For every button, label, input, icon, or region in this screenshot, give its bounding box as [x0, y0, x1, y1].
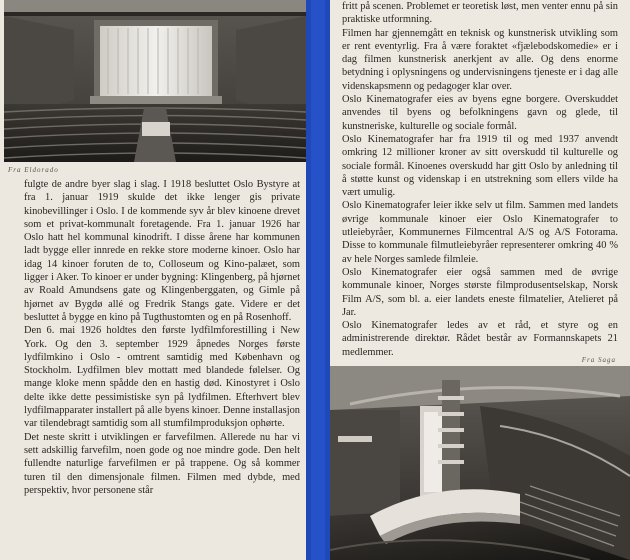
eldorado-auditorium-photo: [4, 0, 306, 162]
right-column-text: [342, 0, 618, 359]
book-spine: [306, 0, 330, 560]
left-column-text: [24, 178, 300, 497]
paragraph: Oslo Kinematografer eies av byens egne borgere. Overskuddet anvendes til byens og befolkningens gavn og glede, til kunstneriske, kulturelle og sociale formål.: [342, 94, 618, 132]
eldorado-photo-caption: Fra Eldorado: [8, 166, 59, 174]
paragraph: Oslo Kinematografer leier ikke selv ut film. Sammen med landets øvrige kommunale kinoer eier Oslo Kinematografer to utleiebyråer, Kommunernes Filmcentral A/S og A/S Fotorama. Disse to kommunale filmutleiebyråer representerer omkring 40 % av hele Norges samlede filmleie.: [342, 200, 618, 265]
paragraph: fulgte de andre byer slag i slag. I 1918 besluttet Oslo Bystyre at fra 1. januar 1919 skulde det ikke lenger gis private kinobevillinger i Oslo. I de kommende syv år blev kinoene drevet som et privat-kommunalt foretagende. Fra 1. januar 1926 har Oslo hatt hel kommunal kinodrift. I disse årene har kommunen ladt bygge eller innrede en rekke store moderne kinoer. Oslo har idag 14 kinoer foruten de to, Colloseum og Kino-palæet, som ligger i Aker. To kinoer er under bygning: Klingenberg, på hjørnet av Roald Amundsens gate og Klingenberggaten, og Gimle på hjørnet av Bygdø allé og Fredrik Stangs gate. Videre er det besluttet å bygge en kino på Tugthustomten og en på Rosenhoff.: [24, 179, 300, 323]
paragraph: Oslo Kinematografer har fra 1919 til og med 1937 anvendt omkring 12 millioner kroner av sitt overskudd til kulturelle og sociale formål. Kinoenes overskudd har gitt Oslo by anledning til å støtte kunst og videnskap i en utstrekning som ellers vilde ha vært umulig.: [342, 133, 618, 199]
paragraph: fritt på scenen. Problemet er teoretisk løst, men venter ennu på sin praktiske utformning.: [342, 1, 618, 26]
paragraph: Oslo Kinematografer ledes av et råd, et styre og en administrerende direktør. Rådet består av Formannskapets 21 medlemmer.: [342, 320, 618, 358]
saga-foyer-photo: [330, 366, 630, 560]
saga-photo-caption: Fra Saga: [581, 356, 616, 364]
paragraph: Det neste skritt i utviklingen er farvefilmen. Allerede nu har vi sett adskillig farvefilm, noen gode og noe mindre gode. Den helt fullendte naturlige farvefilmen er på trappene. Og så kommer turen til den dimensjonale filmen. Filmen med dybde, med perspektiv, hvor personene står: [24, 431, 300, 496]
paragraph: Filmen har gjennemgått en teknisk og kunstnerisk utvikling som er rent eventyrlig. Fra å være foraktet «fjælebodskomedie» er i dag filmen kunstnerisk anerkjent av alle. Og dens enorme betydning i oplysningens og undervisningens tjeneste er i dag alle videnskapsmenn og pedagoger klar over.: [342, 27, 618, 92]
paragraph: Oslo Kinematografer eier også sammen med de øvrige kommunale kinoer, Norges største filmprodusentselskap, Norsk Film A/S, som bl. a. eier landets eneste filmatelier, Atelieret på Jar.: [342, 266, 618, 318]
paragraph: Den 6. mai 1926 holdtes den første lydfilmforestilling i New York. Og den 3. september 1929 åpnedes Norges første lydfilmkino i Oslo - omtrent samtidig med København og Stockholm. Lydfilmen blev mottatt med blandede følelser. Og mange kloke menn spådde den en hastig død. Kinostyret i Oslo delte ikke dette pessimistiske syn på lydfilmen. Efterhvert blev lydfilmapparater installert på alle byens kinoer. Denne installasjon var tilendebragt samtidig som all stumfilmproduksjon ophørte.: [24, 325, 300, 430]
